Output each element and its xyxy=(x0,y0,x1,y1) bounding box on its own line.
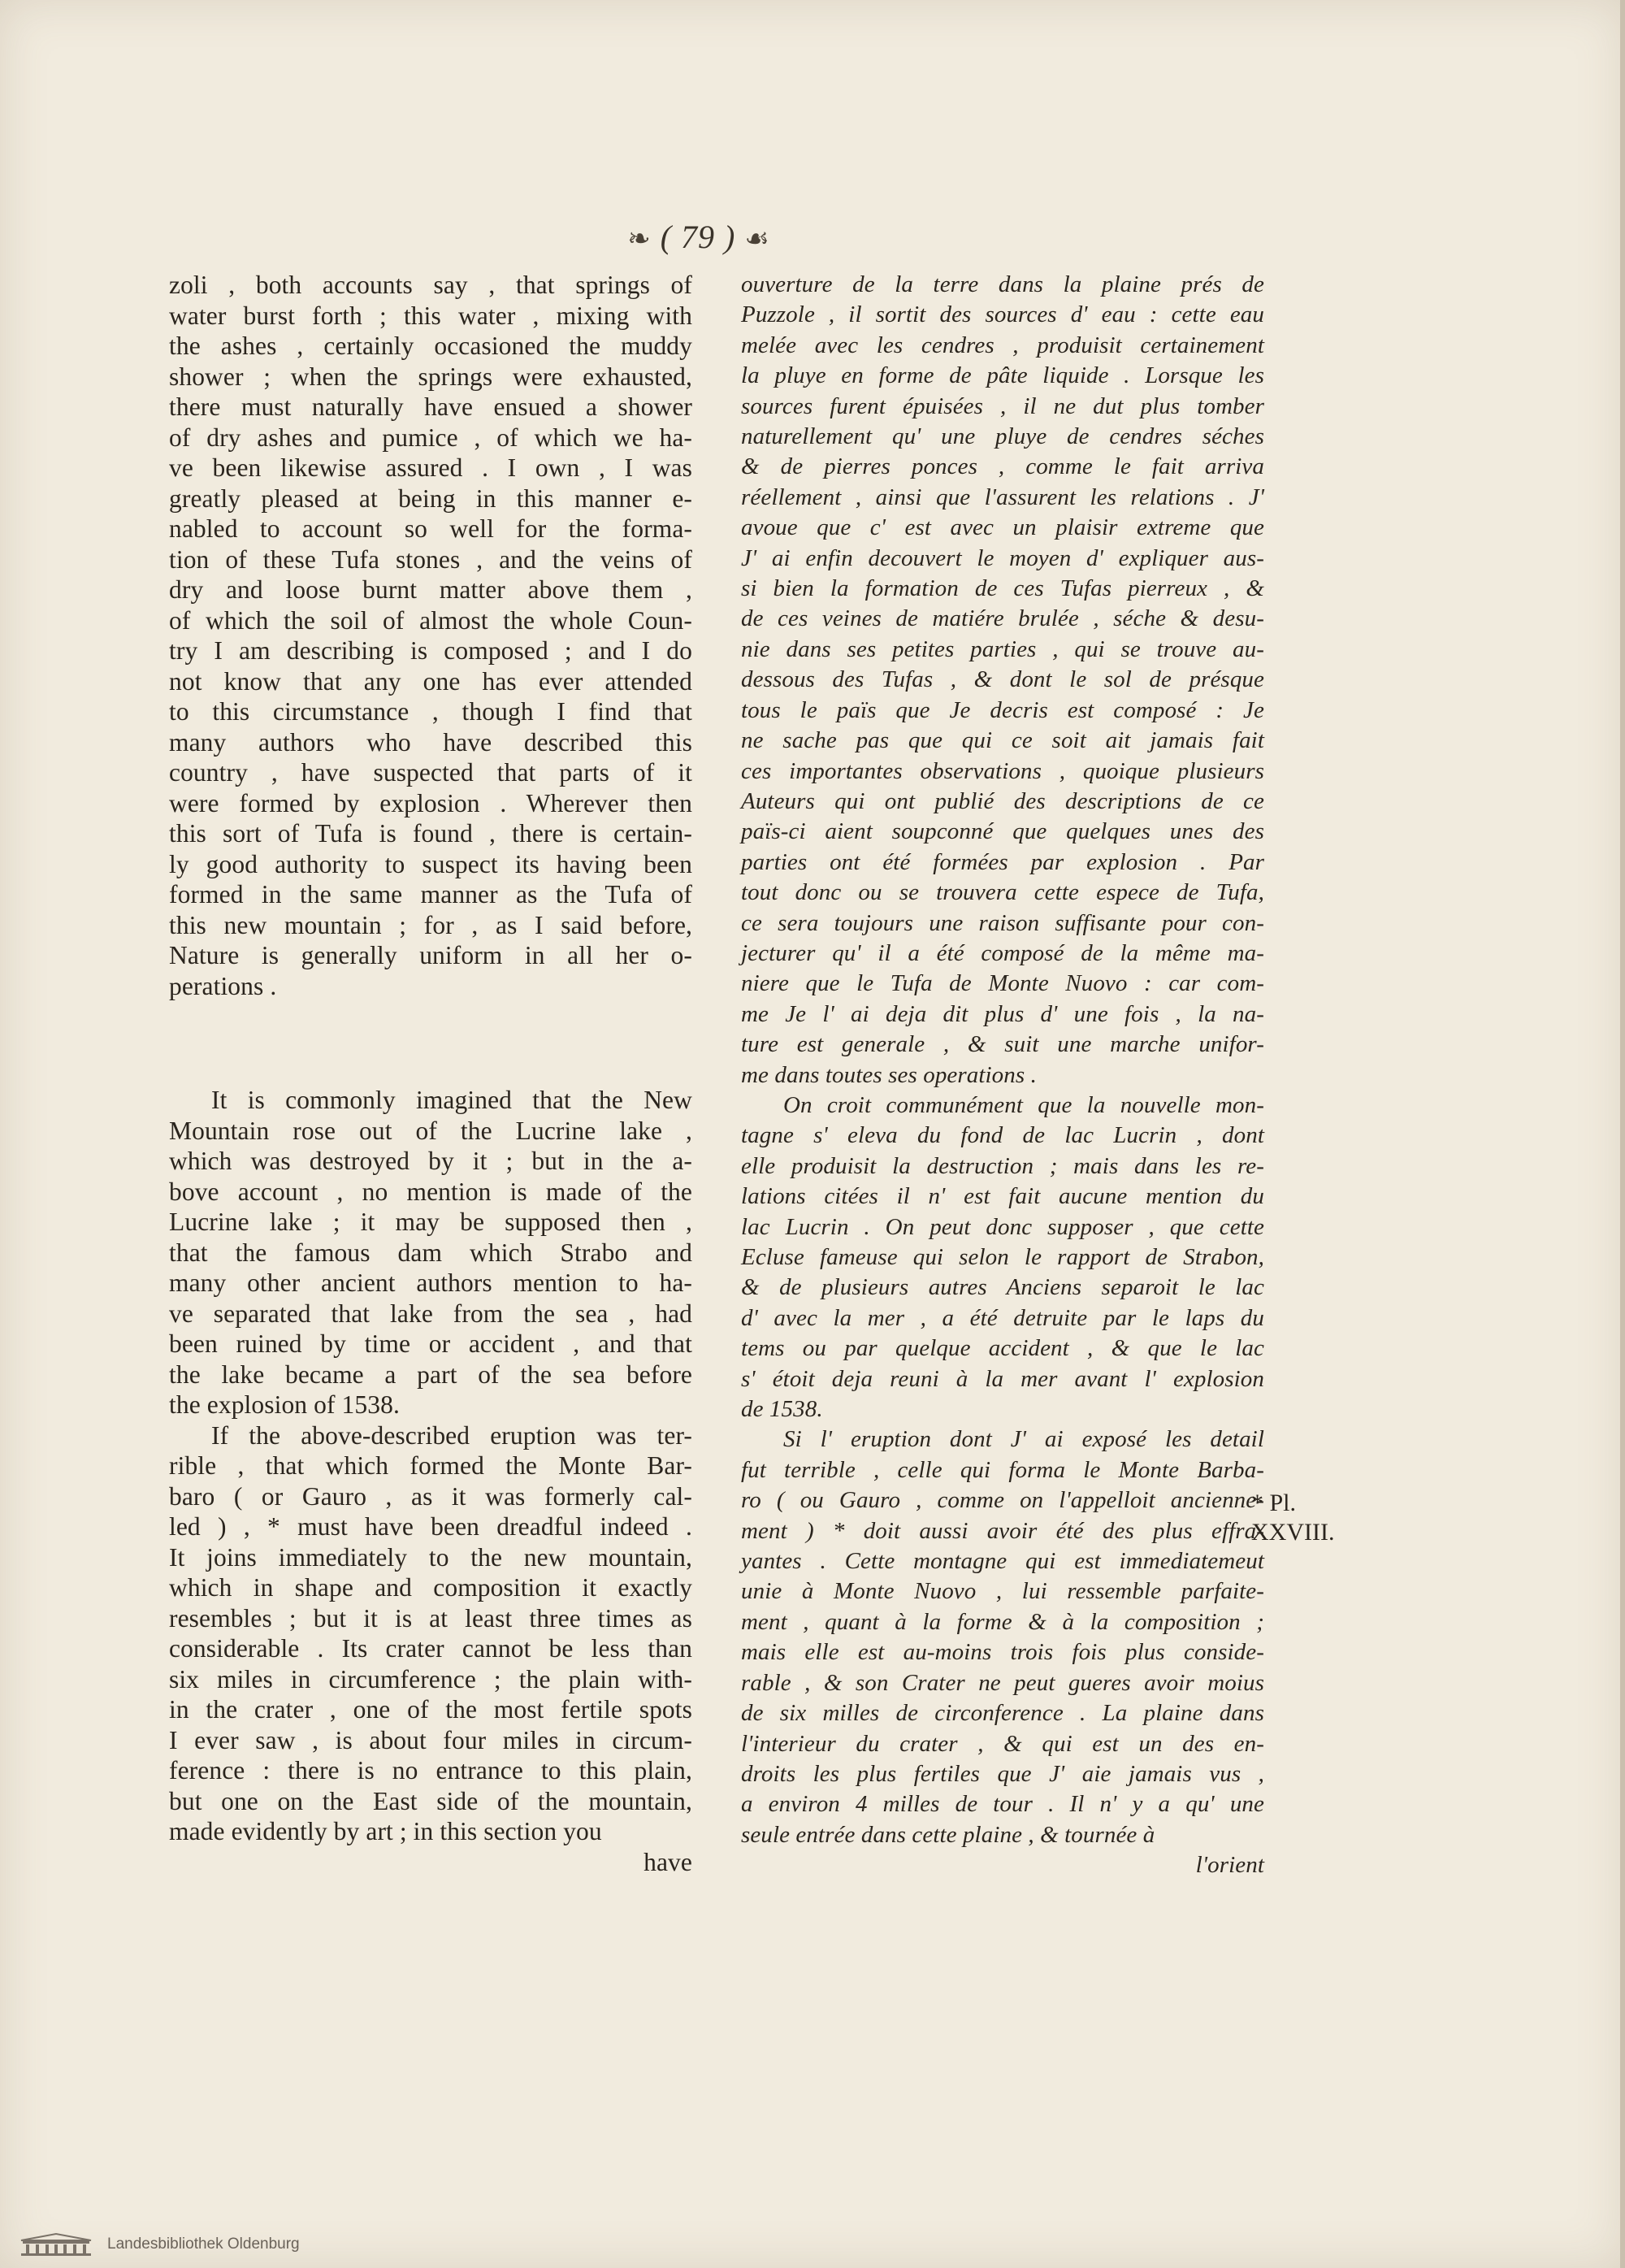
text-line: shower ; when the springs were exhausted, xyxy=(169,362,692,391)
text-line: been ruined by time or accident , and that xyxy=(169,1329,692,1358)
page-header xyxy=(618,218,780,256)
right-ornament-icon: ☙ xyxy=(744,224,770,254)
left-ornament-icon: ❧ xyxy=(627,224,652,254)
catchword: have xyxy=(644,1847,692,1876)
text-line: formed in the same manner as the Tufa of xyxy=(169,880,692,909)
text-line: It is commonly imagined that the New xyxy=(211,1086,692,1114)
text-line: tion of these Tufa stones , and the veins of xyxy=(169,544,692,574)
text-line: resembles ; but it is at least three times as xyxy=(169,1603,692,1633)
text-line: the explosion of 1538. xyxy=(169,1390,400,1419)
french-column xyxy=(741,270,1264,1881)
text-line: Auteurs qui ont publié des descriptions de ce xyxy=(741,787,1264,814)
text-line: rable , & son Crater ne peut gueres avoir moius xyxy=(741,1669,1264,1696)
text-line: ouverture de la terre dans la plaine prés de xyxy=(741,271,1264,297)
english-column-top xyxy=(169,270,692,1001)
text-line: parties ont été formées par explosion . Par xyxy=(741,848,1264,875)
library-building-icon xyxy=(18,2232,94,2257)
text-line: country , have suspected that parts of it xyxy=(169,758,692,787)
text-line: fut terrible , celle qui forma le Monte Barba- xyxy=(741,1456,1264,1483)
text-line: dessous des Tufas , & dont le sol de présque xyxy=(741,666,1264,693)
plate-reference xyxy=(1251,1489,1334,1547)
text-line: de ces veines de matiére brulée , séche & desu- xyxy=(741,605,1264,632)
text-line: melée avec les cendres , produisit certainement xyxy=(741,332,1264,358)
text-line: ro ( ou Gauro , comme on l'appelloit ancienne- xyxy=(741,1487,1264,1514)
text-line: there must naturally have ensued a shower xyxy=(169,392,692,421)
text-line: made evidently by art ; in this section you xyxy=(169,1817,602,1845)
text-line: Mountain rose out of the Lucrine lake , xyxy=(169,1116,692,1145)
text-line: ne sache pas que qui ce soit ait jamais fait xyxy=(741,727,1264,754)
text-line: to this circumstance , though I find that xyxy=(169,697,692,726)
footer xyxy=(0,2219,1625,2268)
text-line: It joins immediately to the new mountain, xyxy=(169,1542,692,1572)
text-line: si bien la formation de ces Tufas pierreux , & xyxy=(741,575,1264,602)
text-line: On croit communément que la nouvelle mon- xyxy=(783,1091,1264,1118)
english-column-bottom xyxy=(169,1085,692,1877)
text-line: ference : there is no entrance to this plain, xyxy=(169,1756,692,1784)
text-line: tems ou par quelque accident , & que le lac xyxy=(741,1335,1264,1362)
text-line: Puzzole , il sortit des sources d' eau : cette eau xyxy=(741,301,1264,328)
text-line: considerable . Its crater cannot be less than xyxy=(169,1634,692,1663)
text-line: perations . xyxy=(169,971,277,1000)
text-line: led ) , * must have been dreadful indeed . xyxy=(169,1512,692,1541)
text-line: nie dans ses petites parties , qui se trouve au- xyxy=(741,635,1264,662)
text-line: tous le païs que Je decris est composé : Je xyxy=(741,696,1264,723)
text-line: niere que le Tufa de Monte Nuovo : car com- xyxy=(741,970,1264,997)
text-line: droits les plus fertiles que J' aie jamais vus , xyxy=(741,1760,1264,1787)
text-line: païs-ci aient soupconné que quelques unes des xyxy=(741,818,1264,845)
text-line: seule entrée dans cette plaine , & tournée à xyxy=(741,1821,1155,1848)
text-line: & de plusieurs autres Anciens separoit le lac xyxy=(741,1274,1264,1301)
text-line: ture est generale , & suit une marche unifor- xyxy=(741,1031,1264,1058)
text-line: elle produisit la destruction ; mais dans les re- xyxy=(741,1152,1264,1179)
text-line: d' avec la mer , a été detruite par le laps du xyxy=(741,1304,1264,1331)
text-line: try I am describing is composed ; and I do xyxy=(169,636,692,665)
catchword: l'orient xyxy=(1195,1852,1264,1879)
page-number: ( 79 ) xyxy=(660,219,736,255)
text-line: a environ 4 milles de tour . Il n' y a qu' une xyxy=(741,1791,1264,1818)
text-line: yantes . Cette montagne qui est immediatemeut xyxy=(741,1548,1264,1575)
text-line: unie à Monte Nuovo , lui ressemble parfaite- xyxy=(741,1578,1264,1605)
text-line: tagne s' eleva du fond de lac Lucrin , dont xyxy=(741,1122,1264,1149)
text-line: the lake became a part of the sea before xyxy=(169,1359,692,1389)
text-line: & de pierres ponces , comme le fait arriva xyxy=(741,453,1264,480)
text-line: ve separated that lake from the sea , had xyxy=(169,1299,692,1328)
text-line: water burst forth ; this water , mixing with xyxy=(169,301,692,330)
text-line: avoue que c' est avec un plaisir extreme que xyxy=(741,514,1264,541)
text-line: lac Lucrin . On peut donc supposer , que cette xyxy=(741,1213,1264,1240)
text-line: mais elle est au-moins trois fois plus conside- xyxy=(741,1639,1264,1666)
text-line: this sort of Tufa is found , there is certain- xyxy=(169,819,692,848)
text-line: ment ) * doit aussi avoir été des plus effra- xyxy=(741,1517,1264,1544)
text-line: the ashes , certainly occasioned the muddy xyxy=(169,332,692,360)
text-line: J' ai enfin decouvert le moyen d' expliquer aus- xyxy=(741,544,1264,571)
text-line: baro ( or Gauro , as it was formerly cal- xyxy=(169,1481,692,1511)
text-line: zoli , both accounts say , that springs of xyxy=(169,271,692,299)
text-line: If the above-described eruption was ter- xyxy=(211,1420,692,1450)
text-line: in the crater , one of the most fertile spots xyxy=(169,1695,692,1724)
text-line: me dans toutes ses operations . xyxy=(741,1061,1037,1088)
text-line: sources furent épuisées , il ne dut plus tomber xyxy=(741,392,1264,419)
text-line: were formed by explosion . Wherever then xyxy=(169,788,692,817)
text-line: which in shape and composition it exactly xyxy=(169,1573,692,1602)
text-line: Ecluse fameuse qui selon le rapport de Strabon, xyxy=(741,1244,1264,1270)
text-line: s' étoit deja reuni à la mer avant l' explosion xyxy=(741,1365,1264,1392)
text-line: Lucrine lake ; it may be supposed then , xyxy=(169,1208,692,1236)
text-line: of which the soil of almost the whole Coun- xyxy=(169,605,692,635)
text-line: nabled to account so well for the forma- xyxy=(169,514,692,543)
text-line: ve been likewise assured . I own , I was xyxy=(169,453,692,482)
plate-reference-number: XXVIII. xyxy=(1251,1519,1335,1546)
text-line: not know that any one has ever attended xyxy=(169,666,692,696)
text-line: jecturer qu' il a été composé de la même ma- xyxy=(741,939,1264,966)
text-line: de 1538. xyxy=(741,1396,823,1423)
text-line: many other ancient authors mention to ha- xyxy=(169,1268,692,1297)
text-line: Nature is generally uniform in all her o- xyxy=(169,941,692,969)
text-line: which was destroyed by it ; but in the a- xyxy=(169,1147,692,1175)
text-line: tout donc ou se trouvera cette espece de Tufa, xyxy=(741,879,1264,906)
text-line: la pluye en forme de pâte liquide . Lorsque les xyxy=(741,362,1264,389)
text-line: naturellement qu' une pluye de cendres séches xyxy=(741,423,1264,450)
text-line: ces importantes observations , quoique plusieurs xyxy=(741,757,1264,784)
text-line: ly good authority to suspect its having been xyxy=(169,849,692,878)
text-line: six miles in circumference ; the plain with- xyxy=(169,1664,692,1693)
text-line: dry and loose burnt matter above them , xyxy=(169,575,692,604)
text-line: ment , quant à la forme & à la composition ; xyxy=(741,1608,1264,1635)
text-line: de six milles de circonference . La plaine dans xyxy=(741,1700,1264,1727)
text-line: greatly pleased at being in this manner e- xyxy=(169,484,692,513)
text-line: me Je l' ai deja dit plus d' une fois , la na- xyxy=(741,1000,1264,1027)
text-line: many authors who have described this xyxy=(169,727,692,757)
text-line: réellement , ainsi que l'assurent les relations . J' xyxy=(741,484,1264,510)
text-line: but one on the East side of the mountain, xyxy=(169,1786,692,1815)
text-line: bove account , no mention is made of the xyxy=(169,1177,692,1206)
library-name: Landesbibliothek Oldenburg xyxy=(107,2235,300,2253)
text-line: ce sera toujours une raison suffisante pour con- xyxy=(741,909,1264,936)
text-line: this new mountain ; for , as I said before, xyxy=(169,910,692,939)
text-line: l'interieur du crater , & qui est un des en- xyxy=(741,1730,1264,1757)
text-line: lations citées il n' est fait aucune mention du xyxy=(741,1183,1264,1210)
text-line: Si l' eruption dont J' ai exposé les detail xyxy=(783,1426,1264,1453)
page-edge xyxy=(1620,0,1625,2268)
plate-reference-mark: * Pl. xyxy=(1251,1490,1297,1516)
text-line: rible , that which formed the Monte Bar- xyxy=(169,1451,692,1480)
text-line: that the famous dam which Strabo and xyxy=(169,1238,692,1267)
text-line: of dry ashes and pumice , of which we ha- xyxy=(169,423,692,452)
text-line: I ever saw , is about four miles in circum- xyxy=(169,1725,692,1754)
